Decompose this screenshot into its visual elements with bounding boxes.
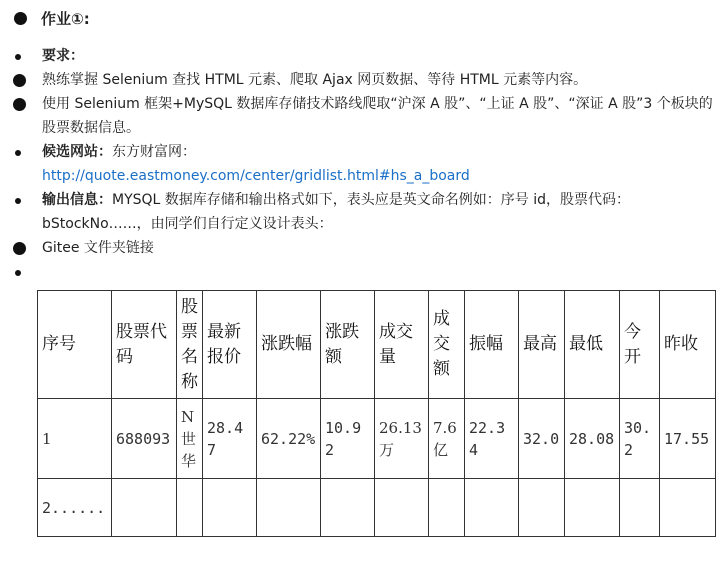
list-item-requirements: [14, 44, 714, 68]
table-cell: [465, 479, 519, 537]
table-cell: 688093: [112, 399, 177, 479]
table-cell: [375, 479, 429, 537]
heading-text: 作业①:: [41, 10, 90, 28]
table-cell: [660, 479, 716, 537]
list-item-site: [14, 140, 714, 188]
col-header-stock-name: 股票名称: [177, 291, 203, 399]
table-cell: 2......: [38, 479, 112, 537]
table-cell: [519, 479, 565, 537]
table-cell: [177, 479, 203, 537]
requirements-list: [14, 44, 714, 284]
col-header-volume: 成交量: [375, 291, 429, 399]
assignment-heading: [14, 8, 90, 29]
col-header-prev-close: 昨收: [660, 291, 716, 399]
table-cell: 30.2: [620, 399, 660, 479]
table-cell: 1: [38, 399, 112, 479]
list-item-task: [14, 92, 714, 140]
requirements-label: 要求：: [42, 48, 84, 64]
task-text: 使用 Selenium 框架+MySQL 数据库存储技术路线爬取“沪深 A 股”、“上证 A 股”、“深证 A 股”3 个板块的股票数据信息。: [42, 96, 713, 136]
col-header-stock-code: 股票代码: [112, 291, 177, 399]
bullet-icon: [13, 74, 26, 87]
table-cell: [203, 479, 257, 537]
col-header-high: 最高: [519, 291, 565, 399]
bullet-icon: [15, 270, 21, 276]
table-cell: [112, 479, 177, 537]
bullet-icon: [15, 54, 21, 60]
table-cell: [565, 479, 620, 537]
col-header-turnover: 成交额: [429, 291, 465, 399]
col-header-amplitude: 振幅: [465, 291, 519, 399]
list-item-gitee: [14, 236, 714, 260]
table-header-row: [38, 291, 716, 399]
col-header-change-amount: 涨跌额: [321, 291, 375, 399]
site-url-link[interactable]: http://quote.eastmoney.com/center/gridlist.html#hs_a_board: [42, 168, 470, 184]
gitee-link-text: Gitee 文件夹链接: [42, 240, 154, 256]
skill-text: 熟练掌握 Selenium 查找 HTML 元素、爬取 Ajax 网页数据、等待 HTML 元素等内容。: [42, 72, 588, 88]
bullet-icon: [14, 12, 27, 25]
col-header-id: 序号: [38, 291, 112, 399]
table-cell: [257, 479, 321, 537]
list-item-output: [14, 188, 714, 236]
table-cell: N世华: [177, 399, 203, 479]
table-row: [38, 399, 716, 479]
table-cell: [429, 479, 465, 537]
table-cell: 17.55: [660, 399, 716, 479]
list-item-empty: [14, 260, 714, 284]
table-cell: [620, 479, 660, 537]
output-text: MYSQL 数据库存储和输出格式如下，表头应是英文命名例如：序号 id，股票代码：bStockNo……，由同学们自行定义设计表头：: [42, 192, 631, 232]
table-cell: [321, 479, 375, 537]
bullet-icon: [13, 242, 26, 255]
col-header-open: 今开: [620, 291, 660, 399]
bullet-icon: [15, 198, 21, 204]
list-item-skill: [14, 68, 714, 92]
table-cell: 10.92: [321, 399, 375, 479]
bullet-icon: [15, 150, 21, 156]
table-cell: 7.6亿: [429, 399, 465, 479]
bullet-icon: [13, 98, 26, 111]
table-cell: 32.0: [519, 399, 565, 479]
col-header-low: 最低: [565, 291, 620, 399]
site-name: 东方财富网：: [112, 144, 196, 160]
table-cell: 28.47: [203, 399, 257, 479]
site-label: 候选网站：: [42, 144, 112, 160]
stock-data-table: [37, 290, 716, 537]
table-cell: 28.08: [565, 399, 620, 479]
table-cell: 22.34: [465, 399, 519, 479]
output-label: 输出信息：: [42, 192, 112, 208]
table-row: [38, 479, 716, 537]
table-cell: 62.22%: [257, 399, 321, 479]
table-cell: 26.13万: [375, 399, 429, 479]
col-header-change-percent: 涨跌幅: [257, 291, 321, 399]
col-header-latest-price: 最新报价: [203, 291, 257, 399]
